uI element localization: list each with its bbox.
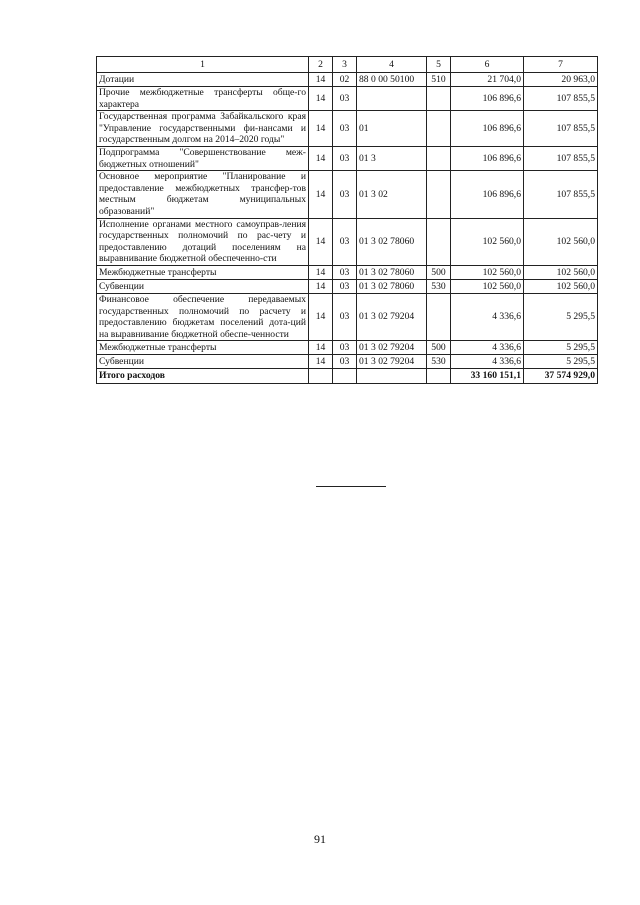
total-empty-cell — [333, 369, 357, 384]
section-code: 14 — [309, 73, 333, 87]
amount-year-2: 5 295,5 — [524, 355, 598, 369]
amount-year-1: 106 896,6 — [451, 87, 524, 111]
amount-year-1: 106 896,6 — [451, 171, 524, 218]
expense-type-code: 510 — [427, 73, 451, 87]
section-code: 14 — [309, 265, 333, 279]
target-article-code: 01 — [357, 111, 427, 147]
header-cell: 1 — [97, 57, 309, 73]
section-code: 14 — [309, 355, 333, 369]
row-name: Субвенции — [97, 355, 309, 369]
expense-type-code: 530 — [427, 279, 451, 293]
subsection-code: 03 — [333, 265, 357, 279]
target-article-code — [357, 87, 427, 111]
expense-type-code — [427, 171, 451, 218]
row-name: Прочие межбюджетные трансферты обще-го характера — [97, 87, 309, 111]
row-name: Государственная программа Забайкальского края "Управление государственными фи-нансами и государственным долгом на 2014–2020 годы" — [97, 111, 309, 147]
amount-year-2: 107 855,5 — [524, 111, 598, 147]
target-article-code: 01 3 — [357, 146, 427, 170]
amount-year-2: 5 295,5 — [524, 341, 598, 355]
expense-type-code: 500 — [427, 341, 451, 355]
expense-type-code — [427, 293, 451, 340]
section-code: 14 — [309, 146, 333, 170]
budget-table — [96, 56, 598, 384]
table-row — [97, 73, 598, 87]
target-article-code: 01 3 02 79204 — [357, 341, 427, 355]
subsection-code: 03 — [333, 146, 357, 170]
row-name: Дотации — [97, 73, 309, 87]
amount-year-1: 102 560,0 — [451, 218, 524, 265]
amount-year-1: 106 896,6 — [451, 111, 524, 147]
total-value-2018: 37 574 929,0 — [524, 369, 598, 384]
target-article-code: 01 3 02 79204 — [357, 293, 427, 340]
row-name: Исполнение органами местного самоуправ-ления государственных полномочий по рас-чету и предоставлению дотаций поселениям на выравнивание бюджетной обеспеченно-сти — [97, 218, 309, 265]
subsection-code: 03 — [333, 111, 357, 147]
amount-year-2: 107 855,5 — [524, 87, 598, 111]
total-empty-cell — [309, 369, 333, 384]
amount-year-1: 21 704,0 — [451, 73, 524, 87]
subsection-code: 03 — [333, 279, 357, 293]
amount-year-1: 4 336,6 — [451, 293, 524, 340]
expense-type-code: 530 — [427, 355, 451, 369]
row-name: Межбюджетные трансферты — [97, 265, 309, 279]
target-article-code: 01 3 02 79204 — [357, 355, 427, 369]
table-row — [97, 355, 598, 369]
amount-year-1: 4 336,6 — [451, 355, 524, 369]
header-cell: 3 — [333, 57, 357, 73]
header-row — [97, 57, 598, 73]
header-cell: 2 — [309, 57, 333, 73]
section-code: 14 — [309, 293, 333, 340]
subsection-code: 03 — [333, 293, 357, 340]
total-row — [97, 369, 598, 384]
section-code: 14 — [309, 341, 333, 355]
section-divider — [316, 486, 386, 487]
subsection-code: 03 — [333, 171, 357, 218]
amount-year-1: 106 896,6 — [451, 146, 524, 170]
total-label: Итого расходов — [97, 369, 309, 384]
table-row — [97, 87, 598, 111]
table-row — [97, 218, 598, 265]
row-name: Финансовое обеспечение передаваемых государственных полномочий по расчету и предоставлению бюджетам поселений дота-ций на выравнивание бюджетной обеспе-ченности — [97, 293, 309, 340]
subsection-code: 03 — [333, 87, 357, 111]
table-row — [97, 341, 598, 355]
table-row — [97, 279, 598, 293]
target-article-code: 01 3 02 78060 — [357, 218, 427, 265]
table-row — [97, 171, 598, 218]
target-article-code: 01 3 02 78060 — [357, 279, 427, 293]
header-cell: 7 — [524, 57, 598, 73]
table-row — [97, 111, 598, 147]
amount-year-2: 107 855,5 — [524, 146, 598, 170]
total-value-2017: 33 160 151,1 — [451, 369, 524, 384]
subsection-code: 02 — [333, 73, 357, 87]
row-name: Основное мероприятие "Планирование и предоставление межбюджетных трансфер-тов местным бюджетам муниципальных образований" — [97, 171, 309, 218]
section-code: 14 — [309, 279, 333, 293]
amount-year-2: 5 295,5 — [524, 293, 598, 340]
amount-year-2: 107 855,5 — [524, 171, 598, 218]
table-row — [97, 293, 598, 340]
section-code: 14 — [309, 171, 333, 218]
subsection-code: 03 — [333, 341, 357, 355]
amount-year-2: 102 560,0 — [524, 218, 598, 265]
expense-type-code: 500 — [427, 265, 451, 279]
subsection-code: 03 — [333, 218, 357, 265]
section-code: 14 — [309, 218, 333, 265]
section-code: 14 — [309, 87, 333, 111]
total-empty-cell — [427, 369, 451, 384]
expense-type-code — [427, 87, 451, 111]
expense-type-code — [427, 111, 451, 147]
amount-year-1: 102 560,0 — [451, 279, 524, 293]
amount-year-2: 102 560,0 — [524, 265, 598, 279]
amount-year-1: 102 560,0 — [451, 265, 524, 279]
section-code: 14 — [309, 111, 333, 147]
expense-type-code — [427, 146, 451, 170]
amount-year-2: 102 560,0 — [524, 279, 598, 293]
table-row — [97, 265, 598, 279]
target-article-code: 88 0 00 50100 — [357, 73, 427, 87]
header-cell: 5 — [427, 57, 451, 73]
target-article-code: 01 3 02 — [357, 171, 427, 218]
header-cell: 6 — [451, 57, 524, 73]
expense-type-code — [427, 218, 451, 265]
row-name: Межбюджетные трансферты — [97, 341, 309, 355]
subsection-code: 03 — [333, 355, 357, 369]
header-cell: 4 — [357, 57, 427, 73]
row-name: Подпрограмма "Совершенствование меж-бюджетных отношений" — [97, 146, 309, 170]
target-article-code: 01 3 02 78060 — [357, 265, 427, 279]
table-row — [97, 146, 598, 170]
page-number: 91 — [314, 832, 326, 846]
amount-year-1: 4 336,6 — [451, 341, 524, 355]
table-body — [97, 73, 598, 384]
amount-year-2: 20 963,0 — [524, 73, 598, 87]
row-name: Субвенции — [97, 279, 309, 293]
total-empty-cell — [357, 369, 427, 384]
